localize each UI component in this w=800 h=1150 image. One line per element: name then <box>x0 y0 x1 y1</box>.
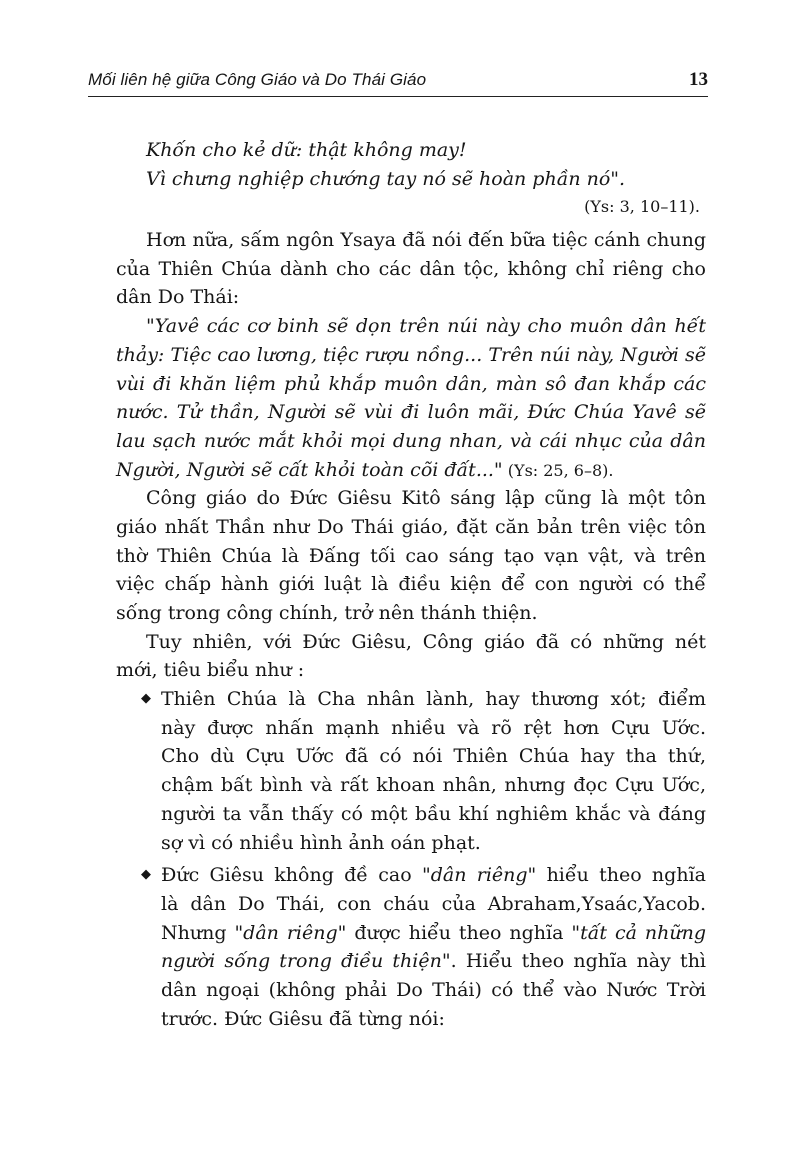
quote-source: (Ys: 25, 6–8). <box>502 460 614 480</box>
text-line: người ta vẫn thấy có một bầu khí nghiêm khắc và đáng <box>161 802 706 825</box>
text-line: sợ vì có nhiều hình ảnh oán phạt. <box>161 831 481 854</box>
paragraph-2 <box>116 484 706 627</box>
text-line: sống trong công chính, trở nên thánh thiện. <box>116 602 538 624</box>
page-number: 13 <box>689 69 708 90</box>
text-line: giáo nhất Thần như Do Thái giáo, đặt căn bản trên việc tôn <box>116 515 706 538</box>
bullet-item-1 <box>116 685 706 857</box>
text-line: dân ngoại (không phải Do Thái) có thể vào Nước Trời <box>161 978 706 1001</box>
text-line <box>116 861 706 890</box>
quote-line: Khốn cho kẻ dữ: thật không may! <box>146 139 467 161</box>
quote-source: (Ys: 3, 10–11). <box>584 197 700 217</box>
quote-line: "Yavê các cơ binh sẽ dọn trên núi này cho muôn dân hết <box>146 315 706 338</box>
quote-line: vùi đi khăn liệm phủ khắp muôn dân, màn sô đan khắp các <box>116 372 706 395</box>
text-run: được hiểu theo nghĩa <box>346 921 572 944</box>
text-line: là dân Do Thái, con cháu của Abraham,Ysaác,Yacob. <box>161 892 706 915</box>
quote-text: Người, Người sẽ cất khỏi toàn cõi đất..." <box>116 458 503 481</box>
diamond-bullet-icon: ◆ <box>141 691 151 707</box>
quote-line: lau sạch nước mắt khỏi mọi dung nhan, và cái nhục của dân <box>116 429 706 452</box>
text-line <box>116 685 706 714</box>
bullet-text: Thiên Chúa là Cha nhân lành, hay thương xót; điểm <box>161 688 706 711</box>
text-line: thờ Thiên Chúa là Đấng tối cao sáng tạo vạn vật, và trên <box>116 544 706 567</box>
quote-line: Vì chưng nghiệp chướng tay nó sẽ hoàn phần nó". <box>146 167 626 190</box>
text-line <box>116 919 706 948</box>
text-line: trước. Đức Giêsu đã từng nói: <box>161 1007 445 1030</box>
running-title: Mối liên hệ giữa Công Giáo và Do Thái Giáo <box>88 70 427 89</box>
quote-block-2 <box>116 312 706 484</box>
text-run: Đức Giêsu không đề cao <box>161 864 422 887</box>
text-line: của Thiên Chúa dành cho các dân tộc, không chỉ riêng cho <box>116 257 706 280</box>
quote-line: nước. Tử thần, Người sẽ vùi đi luôn mãi, Đức Chúa Yavê sẽ <box>116 401 706 424</box>
text-line <box>116 947 706 976</box>
paragraph-3 <box>116 628 706 685</box>
page-header <box>88 64 708 97</box>
bullet-item-2 <box>116 861 706 1033</box>
emphasis-text: "dân riêng" <box>421 864 537 887</box>
quote-last-line <box>116 456 706 485</box>
text-line: chậm bất bình và rất khoan nhân, nhưng đọc Cựu Ước, <box>161 774 706 797</box>
quote-line: thảy: Tiệc cao lương, tiệc rượu nồng... Trên núi này, Người sẽ <box>116 343 706 366</box>
text-line: mới, tiêu biểu như : <box>116 659 305 682</box>
text-run: hiểu theo nghĩa <box>536 864 706 887</box>
paragraph-1 <box>116 226 706 312</box>
text-line: Hơn nữa, sấm ngôn Ysaya đã nói đến bữa tiệc cánh chung <box>146 229 706 252</box>
text-line: việc chấp hành giới luật là điều kiện để con người có thể <box>116 573 706 596</box>
text-line: Cho dù Cựu Ước đã có nói Thiên Chúa hay tha thứ, <box>161 745 706 768</box>
quote-block-1 <box>116 136 706 222</box>
text-line: Tuy nhiên, với Đức Giêsu, Công giáo đã có những nét <box>146 630 706 653</box>
text-line: dân Do Thái: <box>116 286 240 309</box>
text-line: Công giáo do Đức Giêsu Kitô sáng lập cũng là một tôn <box>146 487 706 510</box>
text-line: này được nhấn mạnh nhiều và rõ rệt hơn Cựu Ước. <box>161 716 706 739</box>
emphasis-text: "dân riêng" <box>234 921 347 944</box>
text-run: Nhưng <box>161 921 235 944</box>
emphasis-text: người sống trong điều thiện" <box>161 950 451 973</box>
diamond-bullet-icon: ◆ <box>141 867 151 883</box>
page-body <box>116 136 706 1033</box>
emphasis-text: "tất cả những <box>571 921 706 944</box>
text-run: . Hiểu theo nghĩa này thì <box>450 950 707 973</box>
